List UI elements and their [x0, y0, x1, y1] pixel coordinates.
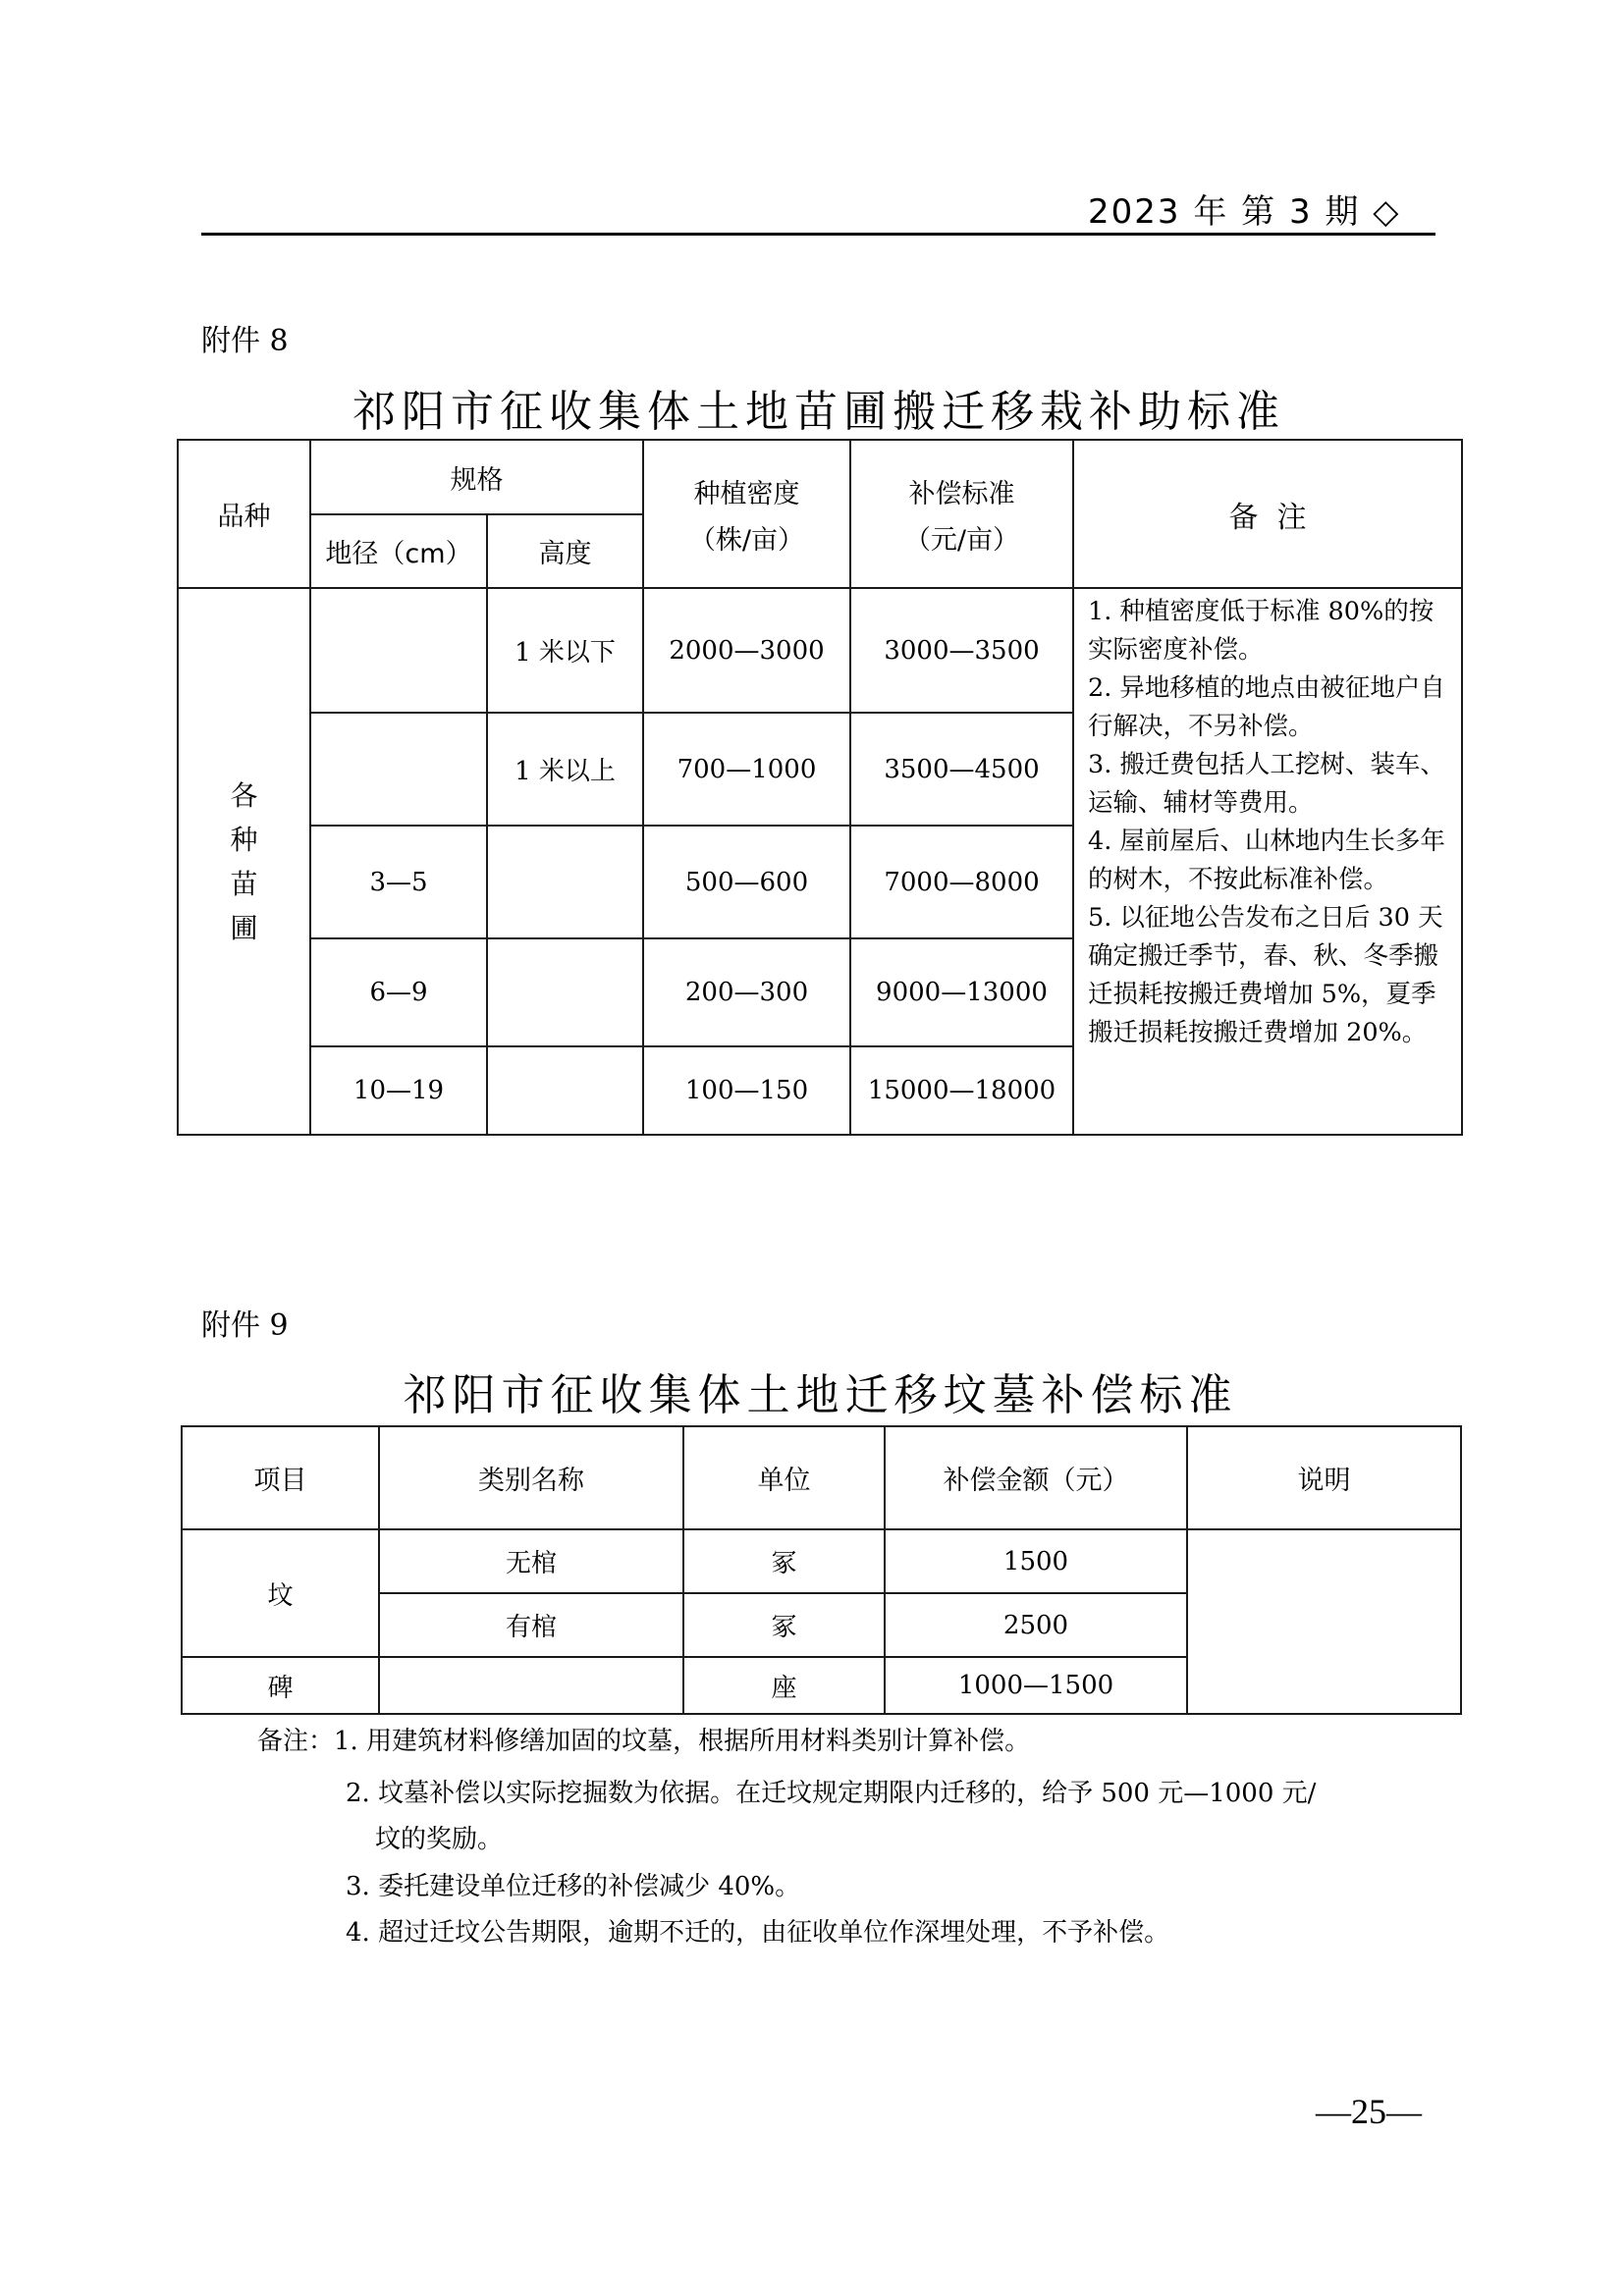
annex-8-title: 祁阳市征收集体土地苗圃搬迁移栽补助标准 [352, 387, 1285, 437]
explanation-cell [1187, 1529, 1461, 1714]
page-number: —25— [1316, 2092, 1422, 2131]
variety-char: 各 [230, 778, 258, 812]
diameter-cell: 3—5 [310, 826, 487, 938]
unit-cell: 座 [683, 1657, 885, 1714]
tombstone-item-cell: 碑 [182, 1657, 379, 1714]
variety-char: 圃 [230, 911, 258, 944]
amount-cell: 2500 [885, 1593, 1187, 1657]
height-cell [487, 826, 643, 938]
header-diameter: 地径（cm） [310, 514, 487, 588]
header-category: 类别名称 [379, 1426, 683, 1529]
remark-item: 3. 委托建设单位迁移的补偿减少 40%。 [346, 1872, 801, 1901]
table-row [178, 588, 1462, 713]
category-cell: 无棺 [379, 1529, 683, 1593]
note-item: 2. 异地移植的地点由被征地户自行解决，不另补偿。 [1088, 673, 1445, 741]
header-compensation-label: 补偿标准 [908, 478, 1015, 509]
compensation-cell: 15000—18000 [850, 1046, 1073, 1135]
remark-item: 2. 坟墓补偿以实际挖掘数为依据。在迁坟规定期限内迁移的，给予 500 元—1000 元/ [346, 1779, 1317, 1808]
header-item: 项目 [182, 1426, 379, 1529]
variety-value [230, 774, 259, 950]
header-compensation [850, 440, 1073, 588]
issue-header [1088, 185, 1400, 233]
header-spec: 规格 [310, 440, 643, 514]
table-header-row [178, 440, 1462, 514]
compensation-cell: 3500—4500 [850, 713, 1073, 826]
amount-cell: 1000—1500 [885, 1657, 1187, 1714]
unit-cell: 冢 [683, 1529, 885, 1593]
remark-item: 4. 超过迁坟公告期限，逾期不迁的，由征收单位作深埋处理，不予补偿。 [346, 1918, 1170, 1948]
diameter-cell [310, 588, 487, 713]
density-cell: 100—150 [643, 1046, 850, 1135]
header-remarks: 备 注 [1073, 440, 1462, 588]
remarks-prefix: 备注： [257, 1727, 335, 1756]
compensation-cell: 3000—3500 [850, 588, 1073, 713]
unit-cell: 冢 [683, 1593, 885, 1657]
height-cell: 1 米以下 [487, 588, 643, 713]
note-item: 3. 搬迁费包括人工挖树、装车、运输、辅材等费用。 [1088, 750, 1445, 818]
table-header-row [182, 1426, 1461, 1529]
diameter-cell [310, 713, 487, 826]
table-row [182, 1529, 1461, 1593]
header-density [643, 440, 850, 588]
header-density-unit: （株/亩） [688, 524, 805, 556]
diameter-cell: 10—19 [310, 1046, 487, 1135]
annex-8-label: 附件 8 [201, 324, 289, 358]
header-density-label: 种植密度 [693, 478, 800, 509]
grave-remarks [257, 1720, 1030, 1764]
annex-9-label: 附件 9 [201, 1308, 289, 1343]
nursery-compensation-table [177, 439, 1463, 1136]
issue-label: 2023 年 第 3 期 [1088, 192, 1361, 232]
header-unit: 单位 [683, 1426, 885, 1529]
header-explanation: 说明 [1187, 1426, 1461, 1529]
height-cell [487, 1046, 643, 1135]
variety-cell [178, 588, 310, 1135]
diameter-cell: 6—9 [310, 938, 487, 1046]
height-cell: 1 米以上 [487, 713, 643, 826]
remarks-notes [1073, 588, 1462, 1135]
header-height: 高度 [487, 514, 643, 588]
header-variety: 品种 [178, 440, 310, 588]
category-cell: 有棺 [379, 1593, 683, 1657]
variety-char: 种 [230, 823, 258, 856]
height-cell [487, 938, 643, 1046]
note-item: 1. 种植密度低于标准 80%的按实际密度补偿。 [1088, 597, 1435, 665]
category-cell [379, 1657, 683, 1714]
remark-item: 坟的奖励。 [375, 1825, 504, 1854]
compensation-cell: 7000—8000 [850, 826, 1073, 938]
density-cell: 500—600 [643, 826, 850, 938]
note-item: 5. 以征地公告发布之日后 30 天确定搬迁季节，春、秋、冬季搬迁损耗按搬迁费增加 5%，夏季搬迁损耗按搬迁费增加 20%。 [1088, 903, 1443, 1047]
header-amount: 补偿金额（元） [885, 1426, 1187, 1529]
density-cell: 2000—3000 [643, 588, 850, 713]
remark-item: 1. 用建筑材料修缮加固的坟墓，根据所用材料类别计算补偿。 [334, 1727, 1031, 1756]
compensation-cell: 9000—13000 [850, 938, 1073, 1046]
diamond-icon: ◇ [1373, 192, 1401, 232]
amount-cell: 1500 [885, 1529, 1187, 1593]
grave-item-cell: 坟 [182, 1529, 379, 1657]
header-rule [201, 233, 1435, 236]
header-compensation-unit: （元/亩） [903, 524, 1020, 556]
density-cell: 700—1000 [643, 713, 850, 826]
density-cell: 200—300 [643, 938, 850, 1046]
note-item: 4. 屋前屋后、山林地内生长多年的树木，不按此标准补偿。 [1088, 827, 1445, 894]
variety-char: 苗 [230, 867, 258, 900]
grave-compensation-table [181, 1425, 1462, 1715]
annex-9-title: 祁阳市征收集体土地迁移坟墓补偿标准 [403, 1370, 1238, 1420]
